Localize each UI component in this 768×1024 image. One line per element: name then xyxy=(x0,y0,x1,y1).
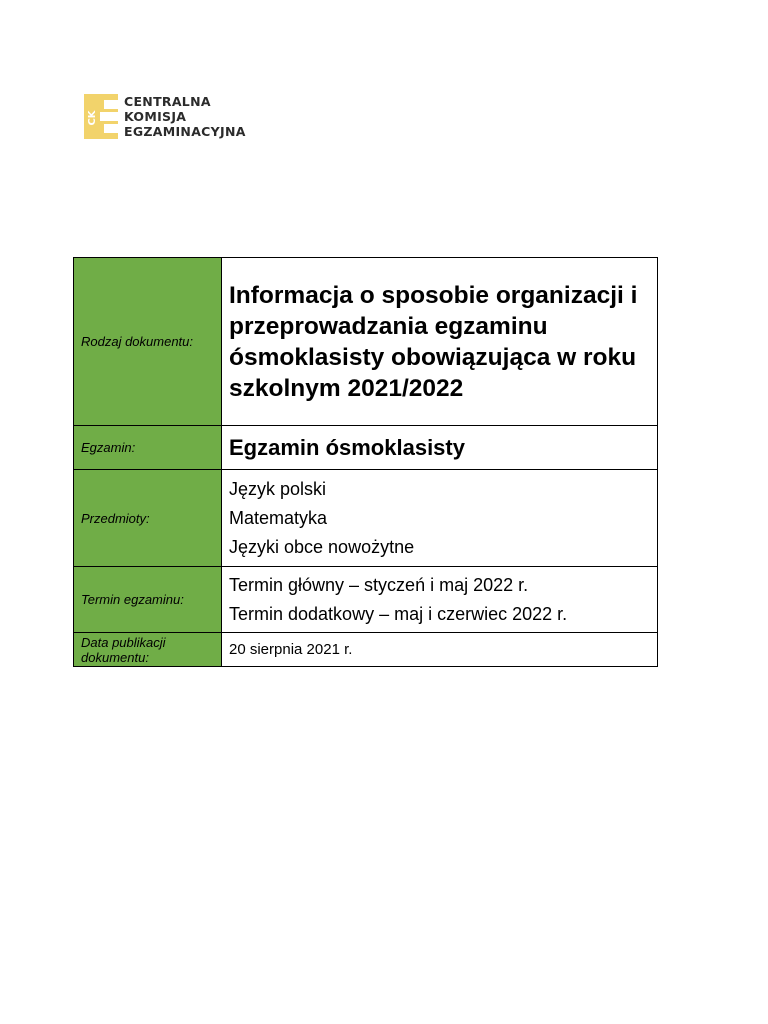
exam-term-label: Termin egzaminu: xyxy=(74,567,222,633)
table-row-exam xyxy=(74,426,658,470)
logo-line-1: CENTRALNA xyxy=(124,94,211,109)
subjects-label: Przedmioty: xyxy=(74,470,222,567)
logo-line-2: KOMISJA xyxy=(124,109,187,124)
document-info-table xyxy=(73,257,658,667)
cke-logo xyxy=(84,94,246,139)
exam-value-cell xyxy=(222,426,658,470)
publication-date-value: 20 sierpnia 2021 r. xyxy=(229,640,353,658)
svg-text:CK: CK xyxy=(87,110,98,126)
subject-item: Język polski xyxy=(229,478,327,499)
subjects-value-cell xyxy=(222,470,658,567)
exam-name: Egzamin ósmoklasisty xyxy=(229,434,465,460)
exam-term-additional: Termin dodatkowy – maj i czerwiec 2022 r. xyxy=(229,603,568,624)
logo-line-3: EGZAMINACYJNA xyxy=(124,124,246,139)
table-row-subjects xyxy=(74,470,658,567)
exam-label: Egzamin: xyxy=(74,426,222,470)
subject-item: Matematyka xyxy=(229,507,328,528)
table-row-exam-term xyxy=(74,567,658,633)
exam-term-value-cell xyxy=(222,567,658,633)
publication-date-label: Data publikacji dokumentu: xyxy=(74,633,222,667)
cke-logo-text xyxy=(124,94,246,139)
publication-date-value-cell xyxy=(222,633,658,667)
document-title: Informacja o sposobie organizacji i przeprowadzania egzaminu ósmoklasisty obowiązująca w roku szkolnym 2021/2022 xyxy=(229,281,638,402)
table-row-publication-date xyxy=(74,633,658,667)
exam-term-main: Termin główny – styczeń i maj 2022 r. xyxy=(229,574,529,595)
cke-logo-icon xyxy=(84,94,118,139)
document-type-label: Rodzaj dokumentu: xyxy=(74,258,222,426)
subject-item: Języki obce nowożytne xyxy=(229,536,415,557)
document-type-value-cell xyxy=(222,258,658,426)
table-row-document-type xyxy=(74,258,658,426)
